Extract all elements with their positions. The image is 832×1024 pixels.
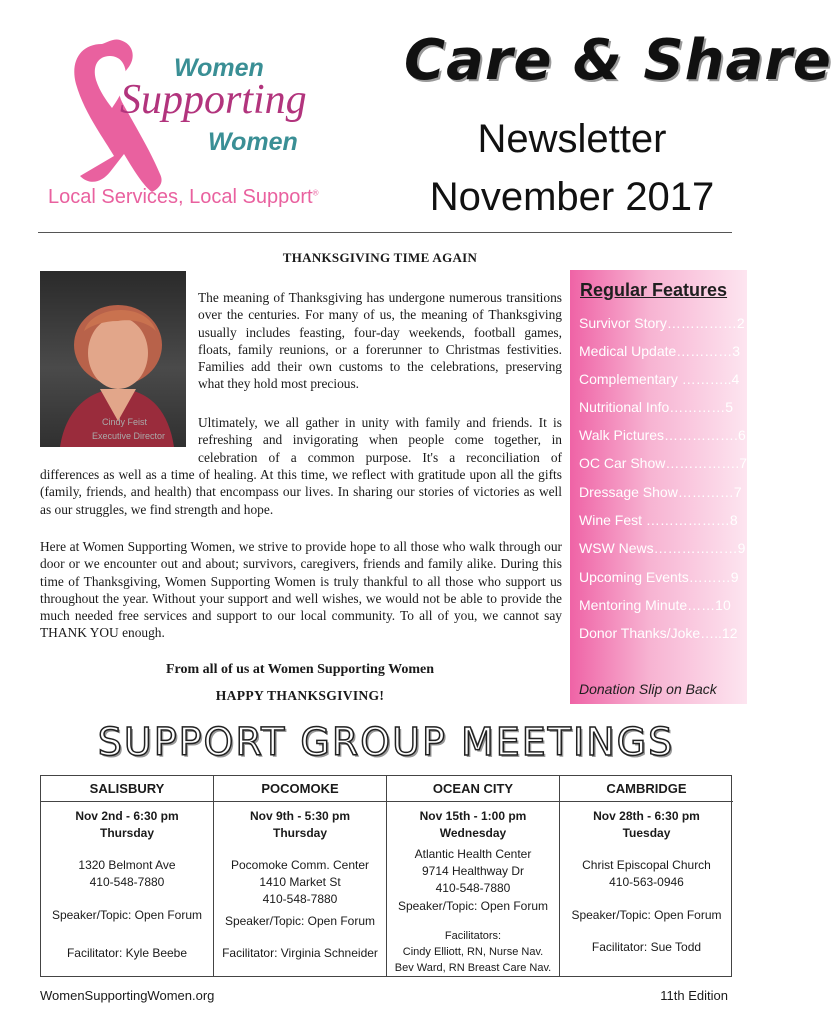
meeting-day: Wednesday: [439, 826, 507, 840]
meeting-location: OCEAN CITY: [387, 776, 559, 802]
logo-tagline: Local Services, Local Support®: [48, 186, 319, 208]
meeting-facilitator: Facilitator: Virginia Schneider: [222, 946, 378, 960]
feature-item: Wine Fest ………………8: [579, 512, 738, 528]
feature-item: Dressage Show…………7: [579, 484, 742, 500]
article-paragraph: Here at Women Supporting Women, we strive to provide hope to all those who walk through our door or we encounter out and about; survivors, caregivers, friends and family alike. During this time of Thanksgiving, Women Supporting Women is truly thankful to all those who support us throughout the year. Without your support and well wishes, we would not be able to provide the much needed free services and support to our local community. To all of you, we cannot say THANK YOU enough.: [40, 539, 562, 641]
meeting-address-line: Pocomoke Comm. Center: [230, 858, 370, 872]
sidebar-heading: Regular Features: [580, 280, 728, 300]
feature-item: Survivor Story……………2: [579, 315, 745, 331]
meeting-topic: Speaker/Topic: Open Forum: [224, 914, 376, 928]
closing-greeting: HAPPY THANKSGIVING!: [215, 688, 385, 703]
meeting-topic: Speaker/Topic: Open Forum: [571, 908, 722, 922]
logo-text-women: Women: [174, 54, 264, 82]
meeting-location: SALISBURY: [41, 776, 213, 802]
meeting-address-line: 1320 Belmont Ave: [78, 858, 176, 872]
meeting-column-ocean-city: [387, 776, 560, 976]
feature-item: Mentoring Minute……10: [579, 597, 731, 613]
feature-item: Nutritional Info…………5: [579, 399, 734, 415]
newsletter-date: November 2017: [429, 175, 715, 219]
article-paragraph: Ultimately, we all gather in unity with family and friends. It is refreshing and invigorating when people come together, in celebration of a common purpose. It's a reconciliation of: [198, 415, 562, 465]
meetings-title: SUPPORT GROUP MEETINGS: [97, 720, 675, 764]
meeting-address-line: 9714 Healthway Dr: [421, 864, 525, 878]
meeting-facilitator: Facilitator: Sue Todd: [591, 940, 702, 954]
meeting-column-salisbury: [41, 776, 214, 976]
meeting-date: Nov 15th - 1:00 pm: [419, 809, 527, 823]
meeting-day: Thursday: [99, 826, 154, 840]
article-paragraph: differences as well as a time of healing. At this time, we reflect with gratitude upon all the gifts (family, friends, and health) that encompass our lives. In sharing our stories of victories as well as our struggles, we find strength and hope.: [40, 467, 562, 517]
feature-item: Donor Thanks/Joke…..12: [579, 625, 738, 641]
meeting-facilitator: Bev Ward, RN Breast Care Nav.: [394, 962, 552, 974]
director-photo: [40, 271, 186, 447]
meeting-location: CAMBRIDGE: [560, 776, 733, 802]
organization-logo: [40, 30, 370, 220]
header-divider: [38, 232, 732, 233]
meeting-facilitator: Cindy Elliott, RN, Nurse Nav.: [402, 946, 544, 958]
feature-item: Upcoming Events………9: [579, 569, 739, 585]
logo-text-women-2: Women: [208, 128, 298, 156]
meeting-phone: 410-563-0946: [609, 875, 684, 889]
website-url: WomenSupportingWomen.org: [40, 988, 215, 1003]
logo-text-supporting: Supporting: [120, 77, 307, 123]
meeting-facilitator: Facilitator: Kyle Beebe: [66, 946, 188, 960]
feature-item: Walk Pictures…………….6: [579, 427, 746, 443]
trademark-mark: ®: [312, 188, 319, 198]
meeting-date: Nov 28th - 6:30 pm: [593, 809, 700, 823]
meeting-phone: 410-548-7880: [435, 881, 511, 895]
edition-label: 11th Edition: [660, 988, 728, 1003]
newsletter-label: Newsletter: [477, 117, 667, 161]
meeting-date: Nov 2nd - 6:30 pm: [75, 809, 179, 823]
meeting-phone: 410-548-7880: [89, 875, 165, 889]
article-paragraph: The meaning of Thanksgiving has undergone numerous transitions over the centuries. For many of us, the meaning of Thanksgiving usually includes feasting, four-day weekends, football games, floats, family reunions, or a forerunner to Christmas festivities. Families add their own customs to the celebrations, preserving what they hold most precious.: [198, 290, 562, 392]
meeting-address-line: 1410 Market St: [259, 875, 341, 889]
meeting-phone: 410-548-7880: [262, 892, 338, 906]
feature-item: Complementary ………..4: [579, 371, 740, 387]
meeting-topic: Speaker/Topic: Open Forum: [397, 899, 549, 913]
meeting-date: Nov 9th - 5:30 pm: [249, 809, 351, 823]
meeting-topic: Speaker/Topic: Open Forum: [51, 908, 203, 922]
meeting-day: Tuesday: [622, 826, 671, 840]
meeting-address-line: Christ Episcopal Church: [582, 858, 711, 872]
meeting-column-pocomoke: [214, 776, 387, 976]
sidebar-footer-note: Donation Slip on Back: [579, 681, 717, 697]
closing-line: From all of us at Women Supporting Women: [166, 662, 434, 677]
photo-caption-role: Executive Director: [92, 431, 166, 441]
feature-item: Medical Update…………3: [579, 343, 741, 359]
meeting-address-line: Atlantic Health Center: [414, 847, 532, 861]
feature-item: OC Car Show…………….7: [579, 455, 748, 471]
newsletter-heading: [422, 110, 722, 226]
article-heading: THANKSGIVING TIME AGAIN: [282, 250, 478, 265]
feature-item: WSW News………………9: [579, 540, 746, 556]
meeting-location: POCOMOKE: [214, 776, 386, 802]
photo-caption-name: Cindy Feist: [102, 417, 148, 427]
newsletter-title: Care & Share: [404, 28, 832, 93]
meetings-table: [40, 775, 732, 977]
meeting-facilitator: Facilitators:: [444, 930, 502, 942]
meeting-column-cambridge: [560, 776, 733, 976]
meeting-day: Thursday: [272, 826, 327, 840]
